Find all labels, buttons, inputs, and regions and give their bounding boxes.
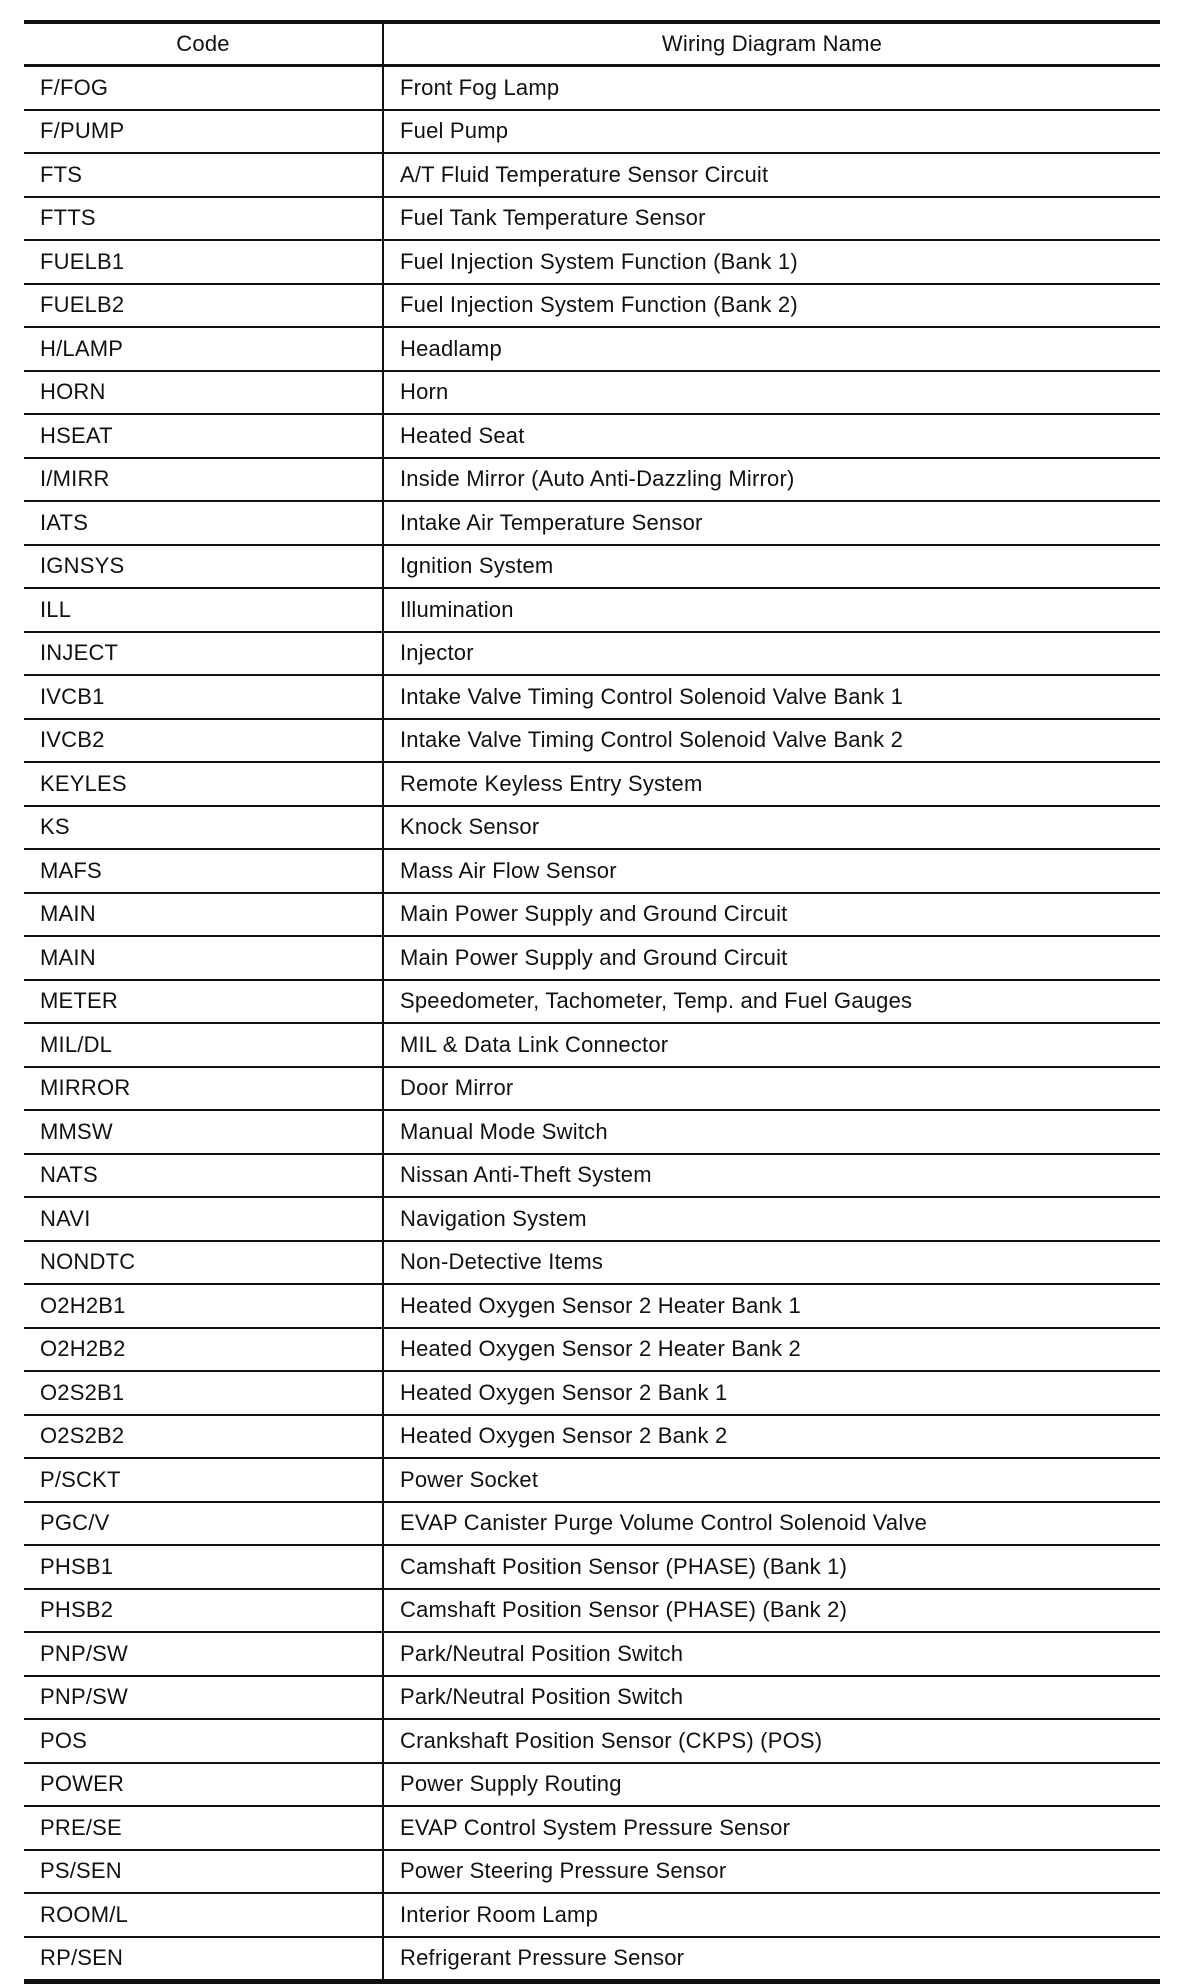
table-row: [24, 1241, 1160, 1285]
table-row: [24, 1632, 1160, 1676]
code-cell: O2H2B1: [24, 1284, 383, 1328]
wiring-diagram-name-cell: Knock Sensor: [383, 806, 1160, 850]
table-row: [24, 458, 1160, 502]
code-cell: FUELB1: [24, 240, 383, 284]
code-cell: ILL: [24, 588, 383, 632]
wiring-diagram-name-cell: Power Supply Routing: [383, 1763, 1160, 1807]
code-cell: MAIN: [24, 936, 383, 980]
code-cell: IATS: [24, 501, 383, 545]
table-row: [24, 1197, 1160, 1241]
wiring-diagram-name-cell: Heated Oxygen Sensor 2 Heater Bank 1: [383, 1284, 1160, 1328]
table-row: [24, 1545, 1160, 1589]
wiring-diagram-name-cell: Fuel Injection System Function (Bank 1): [383, 240, 1160, 284]
table-row: [24, 1763, 1160, 1807]
table-row: [24, 1937, 1160, 1982]
table-header-row: [24, 22, 1160, 66]
code-cell: PS/SEN: [24, 1850, 383, 1894]
table-row: [24, 1806, 1160, 1850]
code-cell: PNP/SW: [24, 1676, 383, 1720]
wiring-diagram-name-cell: Main Power Supply and Ground Circuit: [383, 936, 1160, 980]
header-code: Code: [24, 22, 383, 66]
code-cell: O2H2B2: [24, 1328, 383, 1372]
table-row: [24, 284, 1160, 328]
wiring-diagram-name-cell: A/T Fluid Temperature Sensor Circuit: [383, 153, 1160, 197]
code-cell: O2S2B2: [24, 1415, 383, 1459]
code-cell: NATS: [24, 1154, 383, 1198]
wiring-diagram-name-cell: EVAP Canister Purge Volume Control Solenoid Valve: [383, 1502, 1160, 1546]
code-cell: MIL/DL: [24, 1023, 383, 1067]
wiring-diagram-table: [24, 20, 1160, 1984]
table-row: [24, 545, 1160, 589]
table-row: [24, 1676, 1160, 1720]
wiring-diagram-name-cell: Refrigerant Pressure Sensor: [400, 1945, 685, 1971]
wiring-diagram-name-cell: Main Power Supply and Ground Circuit: [383, 893, 1160, 937]
code-cell: FTTS: [24, 197, 383, 241]
wiring-diagram-name-cell: Remote Keyless Entry System: [383, 762, 1160, 806]
code-cell: ROOM/L: [24, 1893, 383, 1937]
table-row: [24, 1154, 1160, 1198]
table-row: [24, 1023, 1160, 1067]
code-cell: IVCB1: [24, 675, 383, 719]
wiring-diagram-name-cell: Manual Mode Switch: [383, 1110, 1160, 1154]
wiring-diagram-name-cell: Heated Oxygen Sensor 2 Bank 1: [383, 1371, 1160, 1415]
table-row: [24, 719, 1160, 763]
wiring-diagram-name-cell: EVAP Control System Pressure Sensor: [383, 1806, 1160, 1850]
table-row: [24, 849, 1160, 893]
wiring-diagram-name-cell: Non-Detective Items: [383, 1241, 1160, 1285]
code-cell: IVCB2: [24, 719, 383, 763]
table-row: [24, 632, 1160, 676]
wiring-diagram-name-cell: Injector: [383, 632, 1160, 676]
table-row: [24, 588, 1160, 632]
wiring-diagram-name-cell: Fuel Injection System Function (Bank 2): [383, 284, 1160, 328]
table-row: [24, 893, 1160, 937]
table-row: [24, 240, 1160, 284]
wiring-diagram-name-cell: MIL & Data Link Connector: [383, 1023, 1160, 1067]
table-row: [24, 1110, 1160, 1154]
code-cell: INJECT: [24, 632, 383, 676]
table-row: [24, 1589, 1160, 1633]
code-cell: POWER: [24, 1763, 383, 1807]
wiring-diagram-name-cell: Fuel Pump: [383, 110, 1160, 154]
wiring-diagram-name-cell: Front Fog Lamp: [383, 66, 1160, 110]
table-row: [24, 1850, 1160, 1894]
wiring-diagram-name-cell: Mass Air Flow Sensor: [383, 849, 1160, 893]
code-cell: NONDTC: [24, 1241, 383, 1285]
code-cell: I/MIRR: [24, 458, 383, 502]
code-cell: IGNSYS: [24, 545, 383, 589]
wiring-diagram-name-cell: Heated Seat: [383, 414, 1160, 458]
code-cell: MMSW: [24, 1110, 383, 1154]
wiring-diagram-name-cell: Illumination: [383, 588, 1160, 632]
wiring-diagram-name-cell: Horn: [383, 371, 1160, 415]
table-row: [24, 936, 1160, 980]
table-row: [24, 1371, 1160, 1415]
code-cell: FUELB2: [24, 284, 383, 328]
wiring-diagram-name-cell: Heated Oxygen Sensor 2 Bank 2: [383, 1415, 1160, 1459]
table-row: [24, 197, 1160, 241]
code-cell: F/PUMP: [24, 110, 383, 154]
code-cell: MIRROR: [24, 1067, 383, 1111]
table-row: [24, 1284, 1160, 1328]
table-row: [24, 1719, 1160, 1763]
wiring-diagram-name-cell: Fuel Tank Temperature Sensor: [383, 197, 1160, 241]
table-row: [24, 66, 1160, 110]
wiring-diagram-name-cell: Ignition System: [383, 545, 1160, 589]
wiring-diagram-name-cell: Camshaft Position Sensor (PHASE) (Bank 1): [383, 1545, 1160, 1589]
code-cell: F/FOG: [24, 66, 383, 110]
table-row: [24, 762, 1160, 806]
wiring-diagram-name-cell: Crankshaft Position Sensor (CKPS) (POS): [383, 1719, 1160, 1763]
code-cell: NAVI: [24, 1197, 383, 1241]
code-cell: KS: [24, 806, 383, 850]
code-cell: HORN: [24, 371, 383, 415]
wiring-diagram-name-cell: Headlamp: [383, 327, 1160, 371]
table-row: [24, 327, 1160, 371]
table-row: [24, 806, 1160, 850]
code-cell: PHSB1: [24, 1545, 383, 1589]
table-body: [24, 66, 1160, 1982]
table-row: [24, 1458, 1160, 1502]
code-cell: RP/SEN: [24, 1937, 383, 1982]
code-cell: PHSB2: [24, 1589, 383, 1633]
code-cell: MAIN: [24, 893, 383, 937]
wiring-diagram-name-cell: Power Steering Pressure Sensor: [383, 1850, 1160, 1894]
table-row: [24, 1502, 1160, 1546]
table-row: [24, 980, 1160, 1024]
wiring-diagram-name-cell: Inside Mirror (Auto Anti-Dazzling Mirror): [383, 458, 1160, 502]
header-wiring-diagram-name: Wiring Diagram Name: [383, 22, 1160, 66]
wiring-diagram-name-cell: Park/Neutral Position Switch: [383, 1632, 1160, 1676]
wiring-diagram-name-cell: Heated Oxygen Sensor 2 Heater Bank 2: [383, 1328, 1160, 1372]
wiring-diagram-name-cell: Camshaft Position Sensor (PHASE) (Bank 2): [383, 1589, 1160, 1633]
wiring-diagram-name-cell: Interior Room Lamp: [383, 1893, 1160, 1937]
table-row: [24, 1328, 1160, 1372]
wiring-diagram-name-cell: Navigation System: [383, 1197, 1160, 1241]
wiring-diagram-name-cell: Power Socket: [383, 1458, 1160, 1502]
code-cell: O2S2B1: [24, 1371, 383, 1415]
code-cell: PGC/V: [24, 1502, 383, 1546]
code-cell: FTS: [24, 153, 383, 197]
table-row: [24, 675, 1160, 719]
wiring-diagram-name-cell: Speedometer, Tachometer, Temp. and Fuel Gauges: [383, 980, 1160, 1024]
code-cell: HSEAT: [24, 414, 383, 458]
code-cell: P/SCKT: [24, 1458, 383, 1502]
code-cell: H/LAMP: [24, 327, 383, 371]
wiring-diagram-name-cell: Door Mirror: [383, 1067, 1160, 1111]
code-cell: PNP/SW: [24, 1632, 383, 1676]
table-row: [24, 110, 1160, 154]
code-cell: KEYLES: [24, 762, 383, 806]
wiring-diagram-name-cell: Intake Air Temperature Sensor: [383, 501, 1160, 545]
wiring-diagram-name-cell: Park/Neutral Position Switch: [383, 1676, 1160, 1720]
table-row: [24, 1067, 1160, 1111]
table-row: [24, 1415, 1160, 1459]
wiring-diagram-name-cell: Nissan Anti-Theft System: [383, 1154, 1160, 1198]
table-row: [24, 1893, 1160, 1937]
table-row: [24, 501, 1160, 545]
table-row: [24, 153, 1160, 197]
wiring-diagram-name-cell: Intake Valve Timing Control Solenoid Valve Bank 2: [383, 719, 1160, 763]
table-row: [24, 371, 1160, 415]
wiring-diagram-name-cell: Intake Valve Timing Control Solenoid Valve Bank 1: [383, 675, 1160, 719]
code-cell: PRE/SE: [24, 1806, 383, 1850]
table-row: [24, 414, 1160, 458]
code-cell: POS: [24, 1719, 383, 1763]
code-cell: MAFS: [24, 849, 383, 893]
code-cell: METER: [24, 980, 383, 1024]
